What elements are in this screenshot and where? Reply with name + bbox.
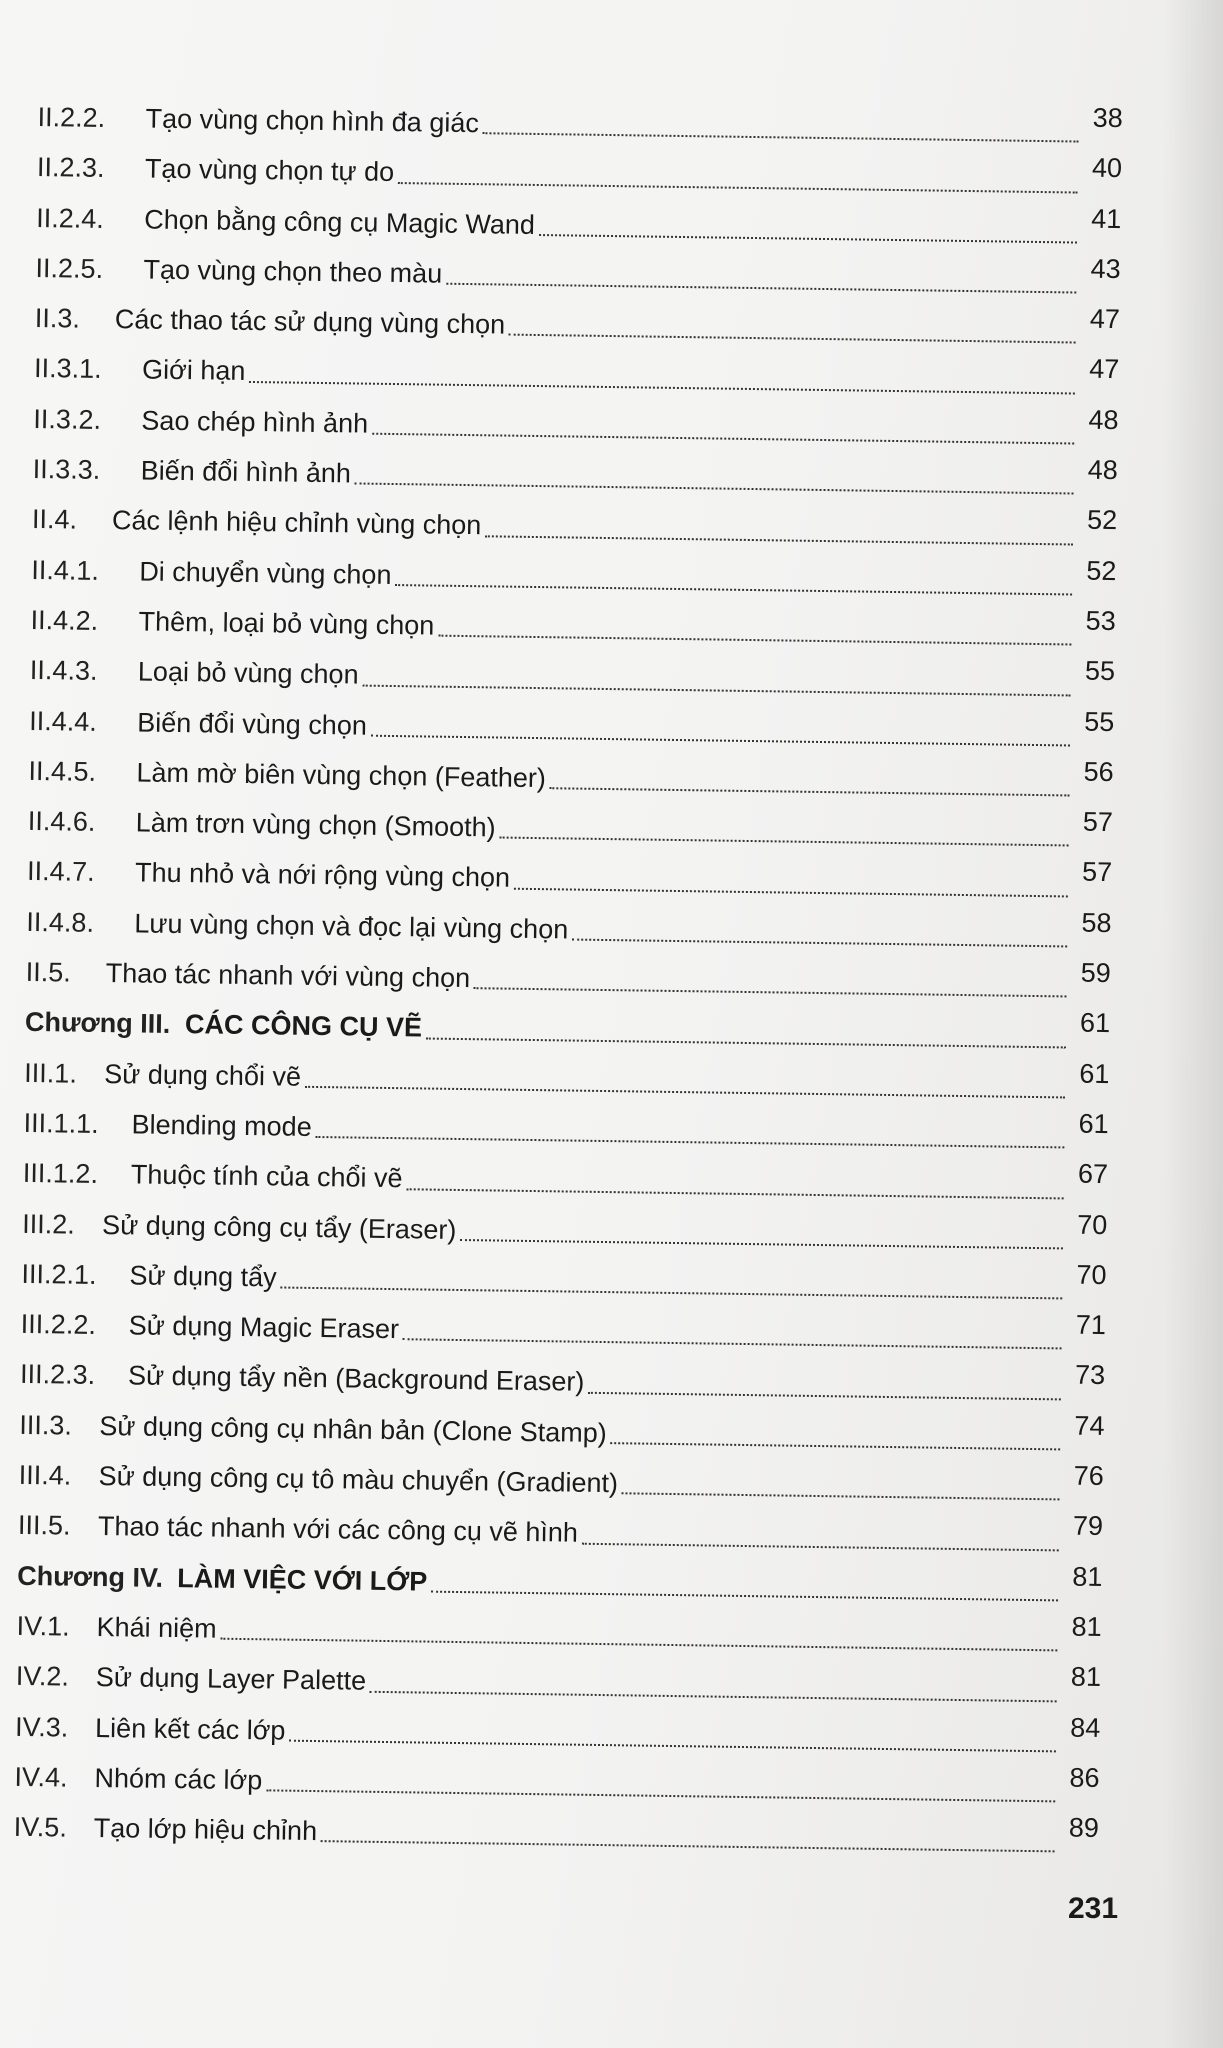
toc-entry-page: 40 xyxy=(1091,153,1123,184)
dot-leader xyxy=(316,1135,1065,1148)
toc-entry-page: 79 xyxy=(1072,1510,1104,1542)
dot-leader xyxy=(403,1338,1062,1350)
toc-entry-title: Khái niệm xyxy=(96,1611,217,1644)
toc-entry-number: II.4.5. xyxy=(28,755,97,787)
toc-entry-number: III.2.2. xyxy=(20,1309,97,1341)
toc-entry-title: Tạo lớp hiệu chỉnh xyxy=(93,1813,318,1847)
toc-entry-number: II.4.1. xyxy=(31,554,100,586)
toc-entry-page: 48 xyxy=(1088,404,1119,435)
table-of-contents xyxy=(13,92,1122,1867)
dot-leader xyxy=(431,1590,1058,1602)
toc-entry-page: 58 xyxy=(1081,907,1112,938)
dot-leader xyxy=(426,1036,1066,1048)
toc-entry-title: Tạo vùng chọn hình đa giác xyxy=(145,103,480,139)
toc-entry-title: Thêm, loại bỏ vùng chọn xyxy=(138,606,435,641)
toc-entry-title: Liên kết các lớp xyxy=(94,1712,286,1746)
toc-entry-page: 41 xyxy=(1091,203,1122,234)
toc-entry-title: Sử dụng công cụ tô màu chuyển (Gradient) xyxy=(98,1460,619,1499)
dot-leader xyxy=(398,181,1078,193)
toc-entry-title: Chọn bằng công cụ Magic Wand xyxy=(144,204,536,240)
dot-leader xyxy=(485,534,1073,545)
toc-entry-number: II.2.3. xyxy=(36,152,105,184)
toc-entry-number: II.2.5. xyxy=(35,252,104,284)
toc-entry-title: CÁC CÔNG CỤ VẼ xyxy=(184,1009,423,1043)
dot-leader xyxy=(550,786,1070,796)
toc-entry-page: 52 xyxy=(1086,555,1117,586)
toc-entry-page: 56 xyxy=(1083,756,1114,787)
toc-entry-number: IV.3. xyxy=(14,1711,69,1743)
dot-leader xyxy=(611,1441,1061,1450)
toc-entry-title: Sao chép hình ảnh xyxy=(141,405,369,439)
toc-entry-title: Nhóm các lớp xyxy=(94,1762,263,1796)
toc-entry-title: Các thao tác sử dụng vùng chọn xyxy=(114,304,506,340)
toc-entry-page: 73 xyxy=(1074,1360,1106,1391)
toc-entry-title: Giới hạn xyxy=(141,354,246,387)
toc-entry-page: 70 xyxy=(1076,1259,1107,1290)
toc-entry-page: 52 xyxy=(1086,505,1118,536)
toc-entry-title: Các lệnh hiệu chỉnh vùng chọn xyxy=(111,505,482,541)
toc-entry-page: 74 xyxy=(1074,1410,1105,1441)
toc-entry-page: 61 xyxy=(1078,1108,1109,1139)
dot-leader xyxy=(249,380,1075,395)
toc-entry-number: III.3. xyxy=(19,1409,73,1441)
toc-entry-title: Tạo vùng chọn tự do xyxy=(144,153,395,188)
toc-entry-title: Sử dụng tẩy nền (Background Eraser) xyxy=(127,1360,585,1398)
toc-entry-page: 43 xyxy=(1090,253,1121,285)
dot-leader xyxy=(514,886,1068,897)
dot-leader xyxy=(499,836,1068,847)
dot-leader xyxy=(474,987,1067,998)
toc-entry-number: IV.2. xyxy=(15,1661,70,1692)
toc-entry-number: IV.1. xyxy=(16,1610,70,1642)
toc-entry-page: 81 xyxy=(1071,1611,1102,1642)
dot-leader xyxy=(370,1689,1057,1702)
toc-entry-number: III.2. xyxy=(21,1208,75,1240)
toc-entry-number: IV.5. xyxy=(13,1811,68,1843)
toc-entry-title: Sử dụng tẩy xyxy=(129,1260,277,1293)
toc-entry-page: 48 xyxy=(1087,454,1119,486)
toc-entry-page: 81 xyxy=(1070,1661,1102,1693)
toc-entry-page: 76 xyxy=(1073,1460,1104,1492)
toc-entry-title: Biến đổi hình ảnh xyxy=(140,455,352,489)
toc-entry-page: 47 xyxy=(1089,303,1121,335)
toc-entry-number: II.2.2. xyxy=(37,101,106,133)
toc-entry-number: III.2.1. xyxy=(21,1258,97,1290)
dot-leader xyxy=(460,1238,1063,1249)
toc-entry-number: II.4.3. xyxy=(29,655,98,687)
toc-entry-number: III.1. xyxy=(24,1057,78,1089)
toc-entry-number: II.4.4. xyxy=(29,705,97,737)
toc-entry-page: 71 xyxy=(1075,1309,1107,1341)
toc-entry-title: Thu nhỏ và nới rộng vùng chọn xyxy=(134,857,511,894)
toc-entry-title: LÀM VIỆC VỚI LỚP xyxy=(177,1562,428,1597)
toc-entry-number: Chương III. xyxy=(24,1007,171,1040)
page-shadow xyxy=(1163,0,1223,2048)
toc-entry-number: Chương IV. xyxy=(17,1560,164,1593)
toc-entry-number: III.4. xyxy=(18,1459,72,1491)
toc-entry-title: Thao tác nhanh với vùng chọn xyxy=(105,958,471,994)
dot-leader xyxy=(588,1391,1061,1401)
dot-leader xyxy=(362,683,1070,696)
toc-entry-number: II.3. xyxy=(34,303,81,334)
toc-entry-page: 70 xyxy=(1077,1209,1108,1240)
toc-entry-title: Sử dụng Magic Eraser xyxy=(128,1310,400,1345)
toc-entry-page: 53 xyxy=(1085,605,1116,637)
toc-entry-number: III.2.3. xyxy=(19,1359,96,1391)
toc-entry-number: II.2.4. xyxy=(36,202,104,234)
toc-entry-page: 89 xyxy=(1068,1812,1100,1844)
toc-entry-title: Sử dụng chổi vẽ xyxy=(104,1058,302,1092)
dot-leader xyxy=(371,734,1070,747)
toc-entry-page: 84 xyxy=(1070,1712,1101,1743)
dot-leader xyxy=(509,333,1076,344)
toc-entry-number: II.4.6. xyxy=(27,806,96,838)
toc-entry-title: Loại bỏ vùng chọn xyxy=(137,656,359,690)
toc-entry-title: Sử dụng công cụ nhân bản (Clone Stamp) xyxy=(99,1410,607,1448)
dot-leader xyxy=(280,1286,1062,1300)
toc-entry-page: 59 xyxy=(1080,957,1112,989)
dot-leader xyxy=(622,1492,1060,1501)
dot-leader xyxy=(582,1541,1059,1551)
dot-leader xyxy=(406,1187,1063,1199)
toc-entry-page: 38 xyxy=(1092,102,1123,134)
dot-leader xyxy=(321,1840,1055,1853)
toc-entry-title: Sử dụng Layer Palette xyxy=(95,1662,367,1696)
toc-entry-number: II.3.1. xyxy=(33,353,102,385)
dot-leader xyxy=(483,132,1079,143)
toc-entry-page: 61 xyxy=(1079,1058,1110,1089)
toc-entry-number: III.5. xyxy=(17,1510,71,1541)
page-number: 231 xyxy=(1068,1892,1119,1925)
toc-entry-page: 55 xyxy=(1084,706,1115,737)
toc-entry-page: 57 xyxy=(1082,806,1114,838)
toc-entry-number: III.1.1. xyxy=(23,1107,99,1139)
toc-entry-title: Di chuyển vùng chọn xyxy=(139,556,392,590)
toc-entry-title: Lưu vùng chọn và đọc lại vùng chọn xyxy=(134,908,569,945)
toc-entry-page: 57 xyxy=(1081,857,1113,888)
toc-entry-number: IV.4. xyxy=(14,1761,68,1793)
toc-entry-number: II.5. xyxy=(25,956,71,988)
toc-entry-page: 86 xyxy=(1069,1762,1100,1793)
toc-entry-title: Sử dụng công cụ tẩy (Eraser) xyxy=(101,1209,457,1245)
dot-leader xyxy=(289,1738,1056,1752)
toc-entry-page: 67 xyxy=(1077,1158,1109,1190)
toc-entry-title: Làm trơn vùng chọn (Smooth) xyxy=(135,807,496,843)
toc-entry-title: Blending mode xyxy=(131,1109,312,1142)
toc-entry-number: II.4. xyxy=(31,504,78,535)
toc-entry-number: II.4.7. xyxy=(26,856,95,888)
dot-leader xyxy=(355,482,1074,495)
toc-entry-number: II.4.8. xyxy=(26,906,95,938)
toc-entry-page: 55 xyxy=(1084,655,1116,687)
dot-leader xyxy=(438,634,1071,646)
toc-entry-page: 61 xyxy=(1079,1007,1111,1039)
dot-leader xyxy=(446,282,1076,294)
toc-entry-title: Thao tác nhanh với các công cụ vẽ hình xyxy=(97,1511,579,1548)
toc-entry-page: 81 xyxy=(1072,1561,1103,1592)
dot-leader xyxy=(539,233,1077,244)
toc-entry-number: II.3.2. xyxy=(33,403,102,435)
dot-leader xyxy=(372,432,1074,445)
dot-leader xyxy=(305,1085,1065,1099)
toc-entry-title: Tạo vùng chọn theo màu xyxy=(143,254,443,289)
toc-entry-number: III.1.2. xyxy=(22,1158,99,1190)
dot-leader xyxy=(395,583,1072,595)
toc-entry-title: Biến đổi vùng chọn xyxy=(137,707,368,741)
toc-entry-page: 47 xyxy=(1088,354,1120,385)
toc-entry-number: II.4.2. xyxy=(30,604,99,636)
dot-leader xyxy=(266,1788,1055,1802)
dot-leader xyxy=(220,1637,1057,1652)
toc-entry-title: Làm mờ biên vùng chọn (Feather) xyxy=(136,757,547,794)
toc-entry-number: II.3.3. xyxy=(32,454,101,485)
dot-leader xyxy=(572,938,1067,948)
toc-entry-title: Thuộc tính của chổi vẽ xyxy=(130,1159,403,1194)
